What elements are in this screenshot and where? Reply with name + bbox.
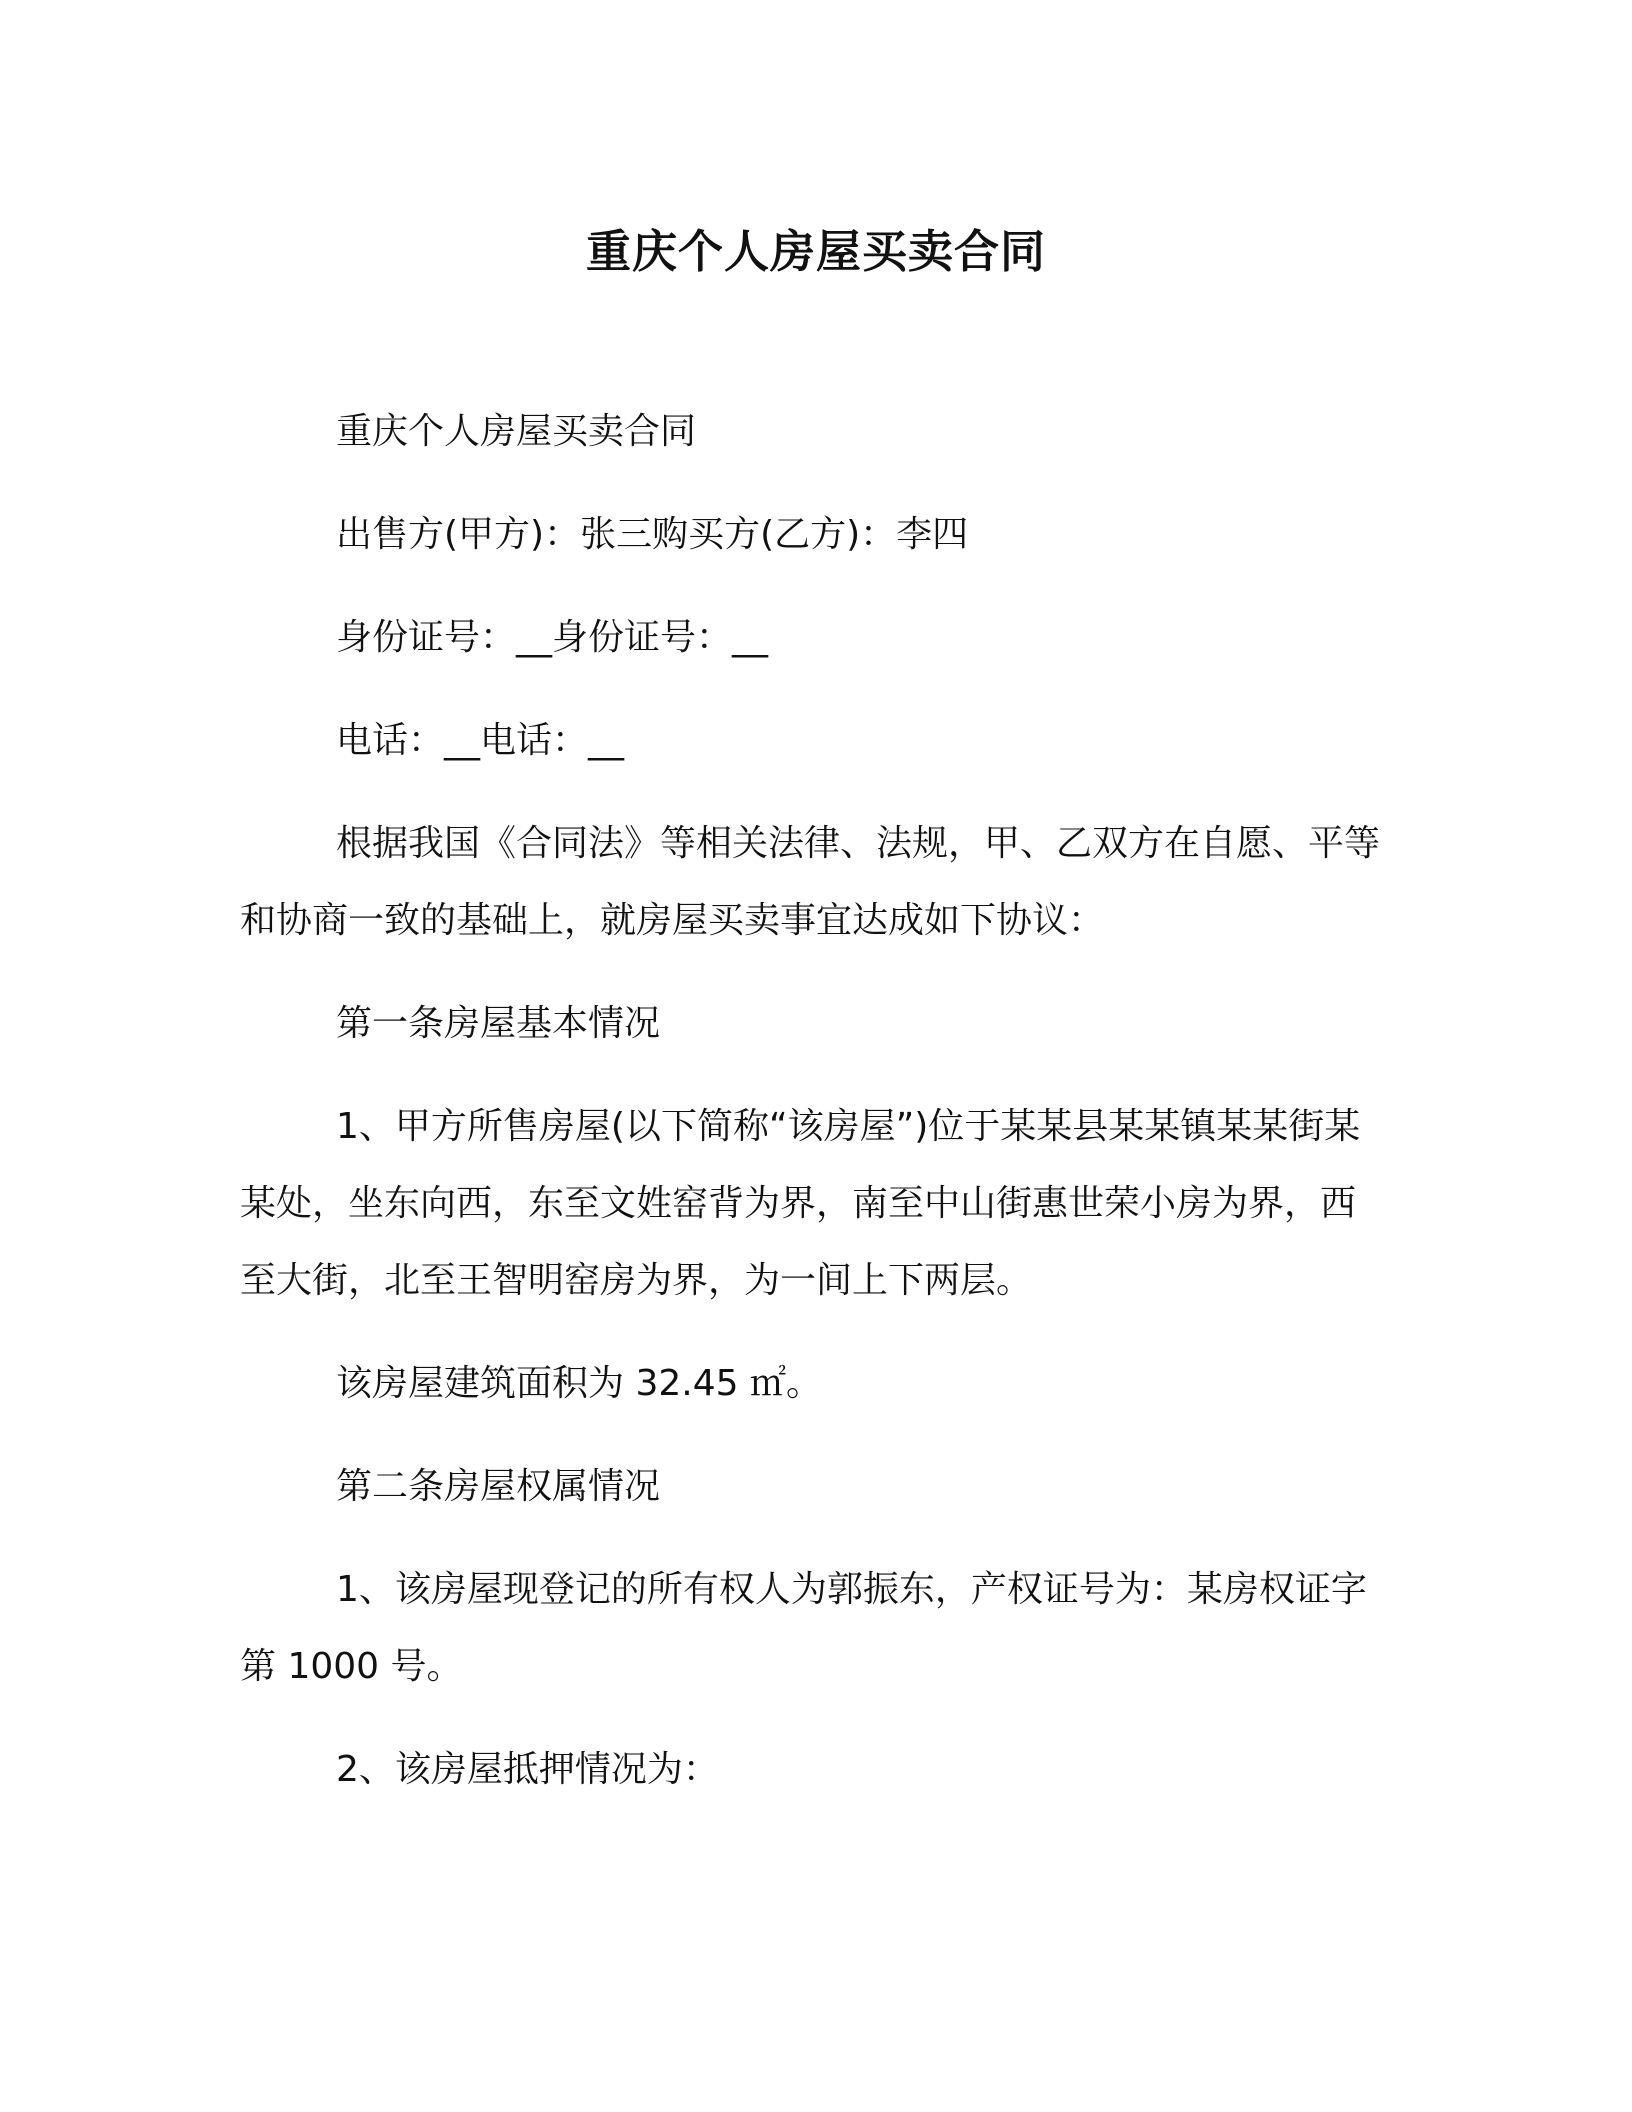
paragraph-preamble: 根据我国《合同法》等相关法律、法规，甲、乙双方在自愿、平等和协商一致的基础上，就房屋买卖事宜达成如下协议： (240, 823, 1381, 941)
paragraph-article-2-item-1: 1、该房屋现登记的所有权人为郭振东，产权证号为：某房权证字第 1000 号。 (240, 1569, 1367, 1687)
paragraph-article-2-item-2: 2、该房屋抵押情况为： (336, 1749, 719, 1790)
paragraph-article-1-heading: 第一条房屋基本情况 (336, 1003, 661, 1044)
document-title: 重庆个人房屋买卖合同 (585, 225, 1046, 278)
paragraph-article-2-heading: 第二条房屋权属情况 (336, 1466, 661, 1507)
paragraph-parties: 出售方(甲方)：张三购买方(乙方)：李四 (336, 514, 969, 555)
paragraph-contract-heading: 重庆个人房屋买卖合同 (336, 411, 697, 452)
paragraph-floor-area: 该房屋建筑面积为 32.45 ㎡。 (336, 1363, 822, 1404)
paragraph-id-numbers: 身份证号：__身份证号：__ (336, 617, 769, 658)
document-body (240, 393, 1390, 1834)
paragraph-phone: 电话：__电话：__ (336, 720, 625, 761)
paragraph-article-1-item-1: 1、甲方所售房屋(以下简称“该房屋”)位于某某县某某镇某某街某某处，坐东向西，东至文姓窑背为界，南至中山街惠世荣小房为界，西至大街，北至王智明窑房为界，为一间上下两层。 (240, 1106, 1361, 1301)
